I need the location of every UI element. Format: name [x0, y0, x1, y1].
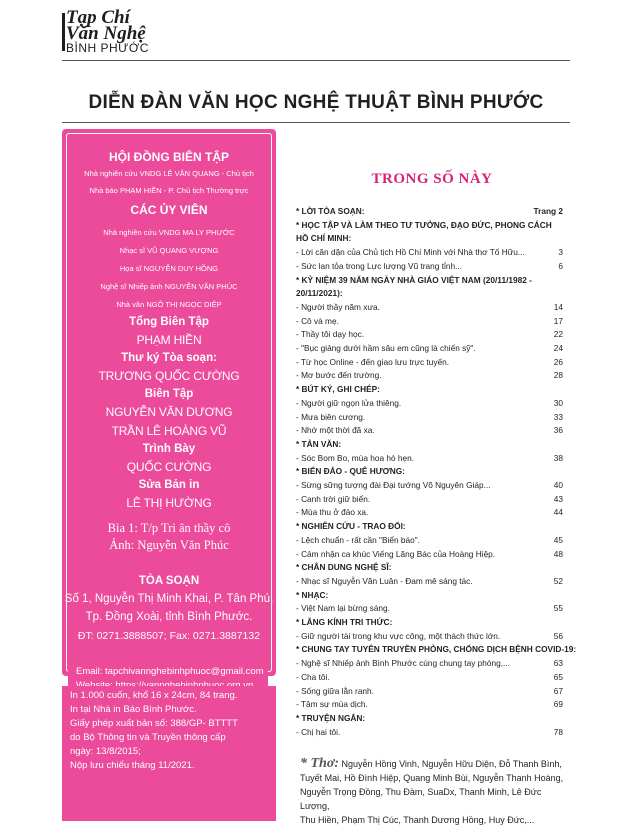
toc-row[interactable] — [296, 713, 567, 724]
toc-row[interactable] — [296, 672, 567, 683]
toc-row[interactable] — [296, 439, 567, 450]
masthead-divider — [62, 122, 570, 123]
print-info-line: do Bộ Thông tin và Truyền thông cấp — [70, 732, 226, 743]
toc-row[interactable] — [296, 549, 567, 560]
toc-text: - Sóc Bom Bo, mùa hoa hò hẹn. — [296, 452, 415, 463]
toc-page: 78 — [553, 726, 563, 737]
member-item: Nhà văn NGÔ THỊ NGỌC DIỆP — [116, 300, 222, 309]
poetry-line: Tuyết Mai, Hồ Đình Hiệp, Quang Minh Bùi, Nguyễn Thanh Hoàng, — [300, 773, 564, 783]
toc-row[interactable] — [296, 562, 567, 573]
logo-line-1: Tạp Chí — [66, 7, 130, 28]
poetry-line: Thu Hiền, Phạm Thị Cúc, Thanh Dương Hồng, Huy Đức,... — [300, 815, 535, 825]
toc-row[interactable] — [296, 466, 567, 477]
edit-name-2: TRẦN LÊ HOÀNG VŨ — [111, 424, 227, 438]
office-address-1: Số 1, Nguyễn Thị Minh Khai, P. Tân Phú, — [64, 593, 274, 605]
toc-text: - Việt Nam lại bừng sáng. — [296, 603, 390, 614]
toc-text: - Sống giữa lằn ranh. — [296, 685, 374, 696]
toc-row[interactable] — [296, 617, 567, 628]
toc-row[interactable] — [296, 699, 567, 710]
toc-text: * KỶ NIỆM 39 NĂM NGÀY NHÀ GIÁO VIỆT NAM (20/11/1982 - — [296, 274, 532, 285]
toc-page: 22 — [553, 329, 563, 340]
toc-row[interactable] — [296, 480, 567, 491]
toc-page: 44 — [553, 507, 563, 518]
toc-text: - Chị hai tôi. — [296, 726, 341, 737]
toc-text: - Sức lan tỏa trong Lực lượng Vũ trang tỉnh... — [296, 260, 462, 271]
toc-row[interactable] — [296, 220, 567, 231]
toc-text: * LĂNG KÍNH TRI THỨC: — [296, 617, 393, 627]
toc-row[interactable] — [296, 507, 567, 518]
members-title: CÁC ỦY VIÊN — [130, 203, 208, 217]
toc-row[interactable] — [296, 398, 567, 409]
logo-line-2: Văn Nghệ — [66, 23, 146, 44]
toc-row[interactable] — [296, 686, 567, 697]
member-item: Họa sĩ NGUYỄN DUY HỒNG — [119, 264, 219, 273]
toc-row[interactable] — [296, 425, 567, 436]
email-link[interactable]: Email: tapchivannghebinhphuoc@gmail.com — [76, 666, 264, 677]
contents-title: TRONG SỐ NÀY — [371, 171, 493, 187]
toc-text: * HỌC TẬP VÀ LÀM THEO TƯ TƯỞNG, ĐẠO ĐỨC, PHONG CÁCH — [296, 219, 552, 230]
toc-text: - "Bục giảng dưới hầm sâu em cũng là chiến sỹ". — [296, 343, 476, 353]
toc-text: - Mùa thu ở đảo xa. — [296, 507, 369, 518]
secretary-name: TRƯƠNG QUỐC CƯỜNG — [98, 369, 240, 383]
toc-text: - Cảm nhận ca khúc Viếng Lăng Bác của Hoàng Hiệp. — [296, 548, 496, 559]
poetry-line: Nguyễn Trọng Đồng, Thu Đàm, SuaDx, Thanh Minh, Lê Đức Lượng, — [300, 787, 542, 811]
toc-row[interactable] — [296, 302, 567, 313]
print-info-line: ngày: 13/8/2015; — [70, 746, 141, 757]
toc-text: 20/11/2021): — [296, 288, 343, 299]
toc-page: 52 — [553, 575, 563, 586]
toc-text: - Nhạc sĩ Nguyễn Văn Luân - Đam mê sáng tác. — [296, 575, 473, 586]
edit-name-1: NGUYỄN VĂN DƯƠNG — [105, 405, 233, 419]
toc-row[interactable] — [296, 603, 567, 614]
toc-page: 55 — [553, 603, 563, 614]
toc-text: - Mơ bước đến trường. — [296, 370, 382, 381]
toc-text: - Sừng sững tượng đài Đại tướng Võ Nguyên Giáp... — [296, 480, 491, 490]
masthead-title: DIỄN ĐÀN VĂN HỌC NGHỆ THUẬT BÌNH PHƯỚC — [88, 92, 544, 113]
toc-page: 3 — [558, 247, 563, 258]
toc-page: 43 — [553, 493, 563, 504]
toc-text: * CHÂN DUNG NGHỆ SĨ: — [296, 562, 392, 573]
toc-text: - Nhớ một thời đã xa. — [296, 425, 375, 436]
toc-row[interactable] — [296, 357, 567, 368]
header-divider — [62, 60, 570, 61]
print-info-line: In tại Nhà in Báo Bình Phước. — [70, 704, 197, 715]
toc-page: 56 — [553, 630, 563, 641]
toc-text: - Cha tôi. — [296, 671, 330, 682]
toc-text: * TẢN VĂN: — [296, 438, 342, 449]
toc-page: 40 — [553, 480, 563, 490]
toc-row[interactable] — [296, 316, 567, 327]
toc-page: 65 — [553, 671, 563, 682]
secretary-label: Thư ký Tòa soạn: — [121, 352, 217, 364]
print-info-box — [62, 686, 276, 821]
toc-row[interactable] — [296, 631, 567, 642]
member-item: Nhà nghiên cứu VNDG MA LY PHƯỚC — [103, 228, 235, 237]
board-vice: Nhà báo PHẠM HIỀN - P. Chủ tịch Thường trực — [89, 186, 249, 195]
member-item: Nhạc sĩ VŨ QUANG VƯỢNG — [119, 246, 219, 255]
toc-row[interactable] — [296, 275, 567, 286]
toc-text: - Nghệ sĩ Nhiếp ảnh Bình Phước cùng chung tay phòng,... — [296, 658, 510, 669]
toc-text: * LỜI TÒA SOẠN: — [296, 206, 365, 216]
toc-row[interactable] — [296, 233, 567, 244]
toc-row[interactable] — [296, 494, 567, 505]
toc-page: 63 — [553, 658, 563, 669]
cover-credit-1: Bìa 1: T/p Tri ân thầy cô — [107, 521, 231, 535]
toc-row[interactable] — [296, 727, 567, 738]
print-info-line: In 1.000 cuốn, khổ 16 x 24cm, 84 trang. — [70, 690, 238, 701]
toc-text: * BIỂN ĐẢO - QUÊ HƯƠNG: — [296, 466, 405, 477]
toc-row[interactable] — [296, 343, 567, 354]
poetry-label: * Thơ: — [300, 756, 340, 771]
toc-text: - Người thầy năm xưa. — [296, 301, 380, 312]
poetry-line: Nguyễn Hồng Vinh, Nguyễn Hữu Diện, Đỗ Thanh Bình, — [341, 759, 562, 769]
toc-page: 69 — [553, 699, 563, 710]
office-phone: ĐT: 0271.3888507; Fax: 0271.3887132 — [77, 630, 261, 642]
toc-page: 26 — [553, 356, 563, 367]
toc-page: 24 — [553, 343, 563, 353]
toc-page: 48 — [553, 548, 563, 559]
editor-name: PHẠM HIỀN — [136, 333, 202, 347]
toc-page: 30 — [553, 397, 563, 408]
toc-text: - Thầy tôi dạy học. — [296, 329, 365, 340]
toc-row[interactable] — [296, 384, 567, 395]
toc-row[interactable] — [296, 521, 567, 532]
member-item: Nghệ sĩ Nhiếp ảnh NGUYỄN VĂN PHÚC — [100, 282, 238, 291]
toc-text: - Giữ người tài trong khu vực công, một thách thức lớn. — [296, 630, 501, 641]
toc-page: 14 — [553, 301, 563, 312]
magazine-logo — [62, 7, 187, 55]
toc-row[interactable] — [296, 535, 567, 546]
toc-page: 36 — [553, 425, 563, 436]
toc-page: 6 — [558, 260, 563, 271]
toc-row[interactable] — [296, 288, 567, 299]
toc-page: 33 — [553, 411, 563, 422]
toc-row[interactable] — [296, 329, 567, 340]
toc-text: HỒ CHÍ MINH: — [296, 233, 352, 244]
print-info-line: Giấy phép xuất bản số: 388/GP- BTTTT — [70, 718, 238, 729]
print-info-line: Nộp lưu chiểu tháng 11/2021. — [70, 760, 195, 771]
toc-page: 67 — [553, 685, 563, 696]
editor-label: Tổng Biên Tập — [129, 316, 209, 328]
office-address-2: Tp. Đồng Xoài, tỉnh Bình Phước. — [85, 611, 253, 623]
poetry-credits — [300, 757, 568, 827]
toc-page: 38 — [553, 452, 563, 463]
toc-text: - Tâm sự mùa dịch. — [296, 699, 368, 710]
toc-text: - Từ học Online - đến giao lưu trực tuyến. — [296, 356, 450, 367]
toc-page: 17 — [553, 315, 563, 326]
logo-line-3: BÌNH PHƯỚC — [66, 41, 149, 55]
proof-label: Sửa Bản in — [138, 479, 200, 491]
proof-name: LÊ THỊ HƯỜNG — [126, 496, 212, 510]
toc-text: - Mưa biên cương. — [296, 411, 366, 422]
toc-row[interactable] — [296, 412, 567, 423]
toc-row[interactable] — [296, 247, 567, 258]
toc-text: * TRUYỆN NGẮN: — [296, 712, 366, 723]
toc-text: * BÚT KÝ, GHI CHÉP: — [296, 384, 380, 395]
board-title: HỘI ĐỒNG BIÊN TẬP — [108, 150, 229, 164]
toc-row[interactable] — [296, 590, 567, 601]
toc-row[interactable] — [296, 370, 567, 381]
toc-page: 45 — [553, 534, 563, 545]
toc-row[interactable] — [296, 658, 567, 669]
toc-row[interactable] — [296, 206, 567, 217]
toc-page: Trang 2 — [533, 206, 563, 216]
toc-text: - Canh trời giữ biển. — [296, 493, 371, 504]
toc-row[interactable] — [296, 644, 577, 655]
cover-credit-2: Ảnh: Nguyễn Văn Phúc — [109, 538, 229, 552]
toc-row[interactable] — [296, 453, 567, 464]
toc-text: * NHẠC: — [296, 589, 329, 600]
logo-bar — [62, 13, 65, 51]
toc-row[interactable] — [296, 576, 567, 587]
toc-text: - Lời căn dặn của Chủ tịch Hồ Chí Minh với Nhà thơ Tố Hữu... — [296, 247, 525, 258]
toc-row[interactable] — [296, 261, 567, 272]
toc-page: 28 — [553, 370, 563, 381]
toc-text: * CHUNG TAY TUYÊN TRUYỀN PHÒNG, CHỐNG DỊCH BỆNH COVID-19: — [296, 644, 577, 655]
board-chair: Nhà nghiên cứu VNDG LÊ VĂN QUANG - Chủ tịch — [84, 169, 254, 178]
edit-label: Biên Tập — [144, 388, 194, 400]
toc-text: - Cô và mẹ. — [296, 315, 339, 326]
office-label: TÒA SOẠN — [138, 575, 200, 587]
toc-text: - Lệch chuẩn - rất cần "Biển báo". — [296, 534, 420, 545]
toc-text: - Người giữ ngọn lửa thiêng. — [296, 397, 402, 408]
layout-name: QUỐC CƯỜNG — [126, 460, 212, 474]
toc-text: * NGHIÊN CỨU - TRAO ĐỔI: — [296, 521, 406, 532]
layout-label: Trình Bày — [142, 443, 196, 455]
